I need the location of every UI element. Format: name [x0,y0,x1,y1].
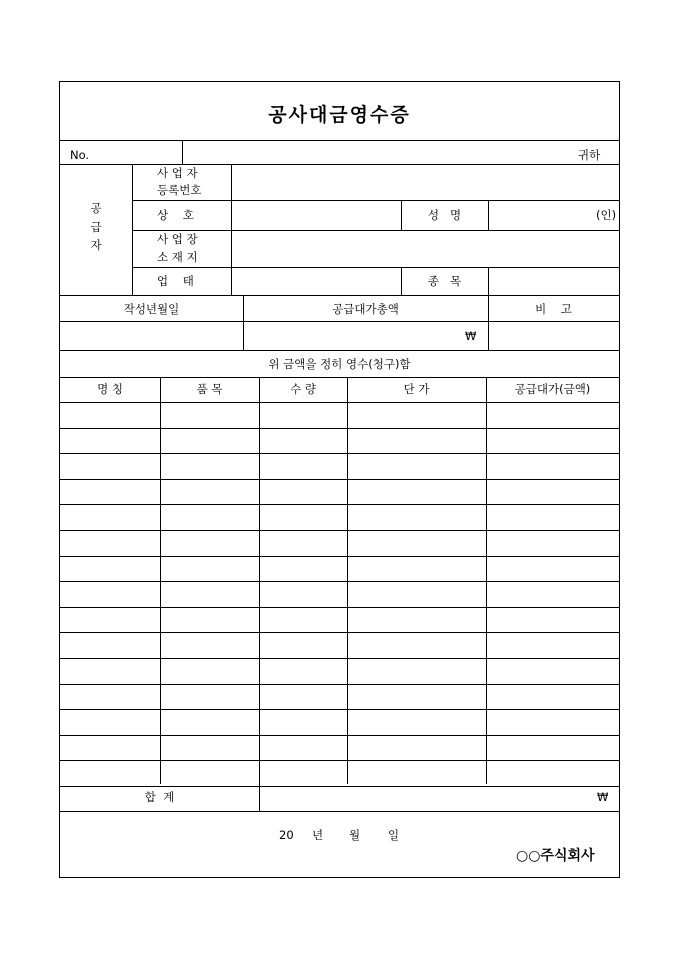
date-month-label: 월 [349,828,361,842]
divider [132,230,619,231]
table-row-divider [60,735,619,736]
name-label: 성 명 [427,208,462,222]
table-row-divider [60,504,619,505]
items-header-unit-price: 단 가 [403,382,430,396]
total-label: 합 계 [144,790,175,804]
table-row-divider [60,632,619,633]
table-row-divider [60,760,619,761]
table-row-divider [60,556,619,557]
divider [132,267,619,268]
divider [60,350,619,351]
table-row-divider [60,786,619,787]
divider [60,321,619,322]
receipt-statement: 위 금액을 정히 영수(청구)함 [268,357,411,371]
table-row-divider [60,530,619,531]
divider [488,267,489,295]
divider [132,200,619,201]
table-row-divider [60,607,619,608]
receipt-form [59,81,620,878]
address-label-2: 소 재 지 [157,250,198,264]
table-row-divider [60,658,619,659]
table-row-divider [60,581,619,582]
total-currency-symbol: ₩ [597,790,609,804]
supplier-side-label-3: 자 [90,238,102,252]
table-row-divider [60,428,619,429]
form-title: 공사대금영수증 [268,104,411,126]
trade-name-label: 상 호 [157,208,194,222]
item-label: 종 목 [427,274,462,288]
table-row-divider [60,402,619,403]
supplier-side-label-2: 급 [90,220,102,234]
items-header-amount: 공급대가(금액) [514,382,591,396]
supplier-side-label-1: 공 [90,201,102,215]
summary-header-date: 작성년월일 [123,302,180,316]
divider [488,200,489,230]
divider [60,140,619,141]
date-year-label: 년 [312,828,324,842]
table-row-divider [60,479,619,480]
no-label: No. [70,148,90,162]
company-name: ○○주식회사 [516,848,595,864]
reg-number-label-1: 사 업 자 [157,166,198,180]
summary-header-total: 공급대가총액 [332,302,399,316]
date-year-prefix: 20 [279,828,294,842]
summary-currency-symbol: ₩ [465,329,477,343]
table-row-divider [60,453,619,454]
items-header-quantity: 수 량 [290,382,316,396]
recipient-suffix: 귀하 [578,148,601,162]
divider [60,164,619,165]
divider [60,811,619,812]
summary-header-note: 비 고 [535,302,572,316]
business-type-label: 업 태 [157,274,194,288]
reg-number-label-2: 등록번호 [157,183,202,197]
table-row-divider [60,709,619,710]
address-label-1: 사 업 장 [157,232,198,246]
divider [182,140,183,164]
divider [60,377,619,378]
items-header-product: 품 목 [196,382,223,396]
date-day-label: 일 [388,828,400,842]
divider [259,377,260,811]
seal-label: (인) [596,208,617,222]
table-row-divider [60,684,619,685]
divider [60,295,619,296]
items-header-name: 명 칭 [97,382,123,396]
